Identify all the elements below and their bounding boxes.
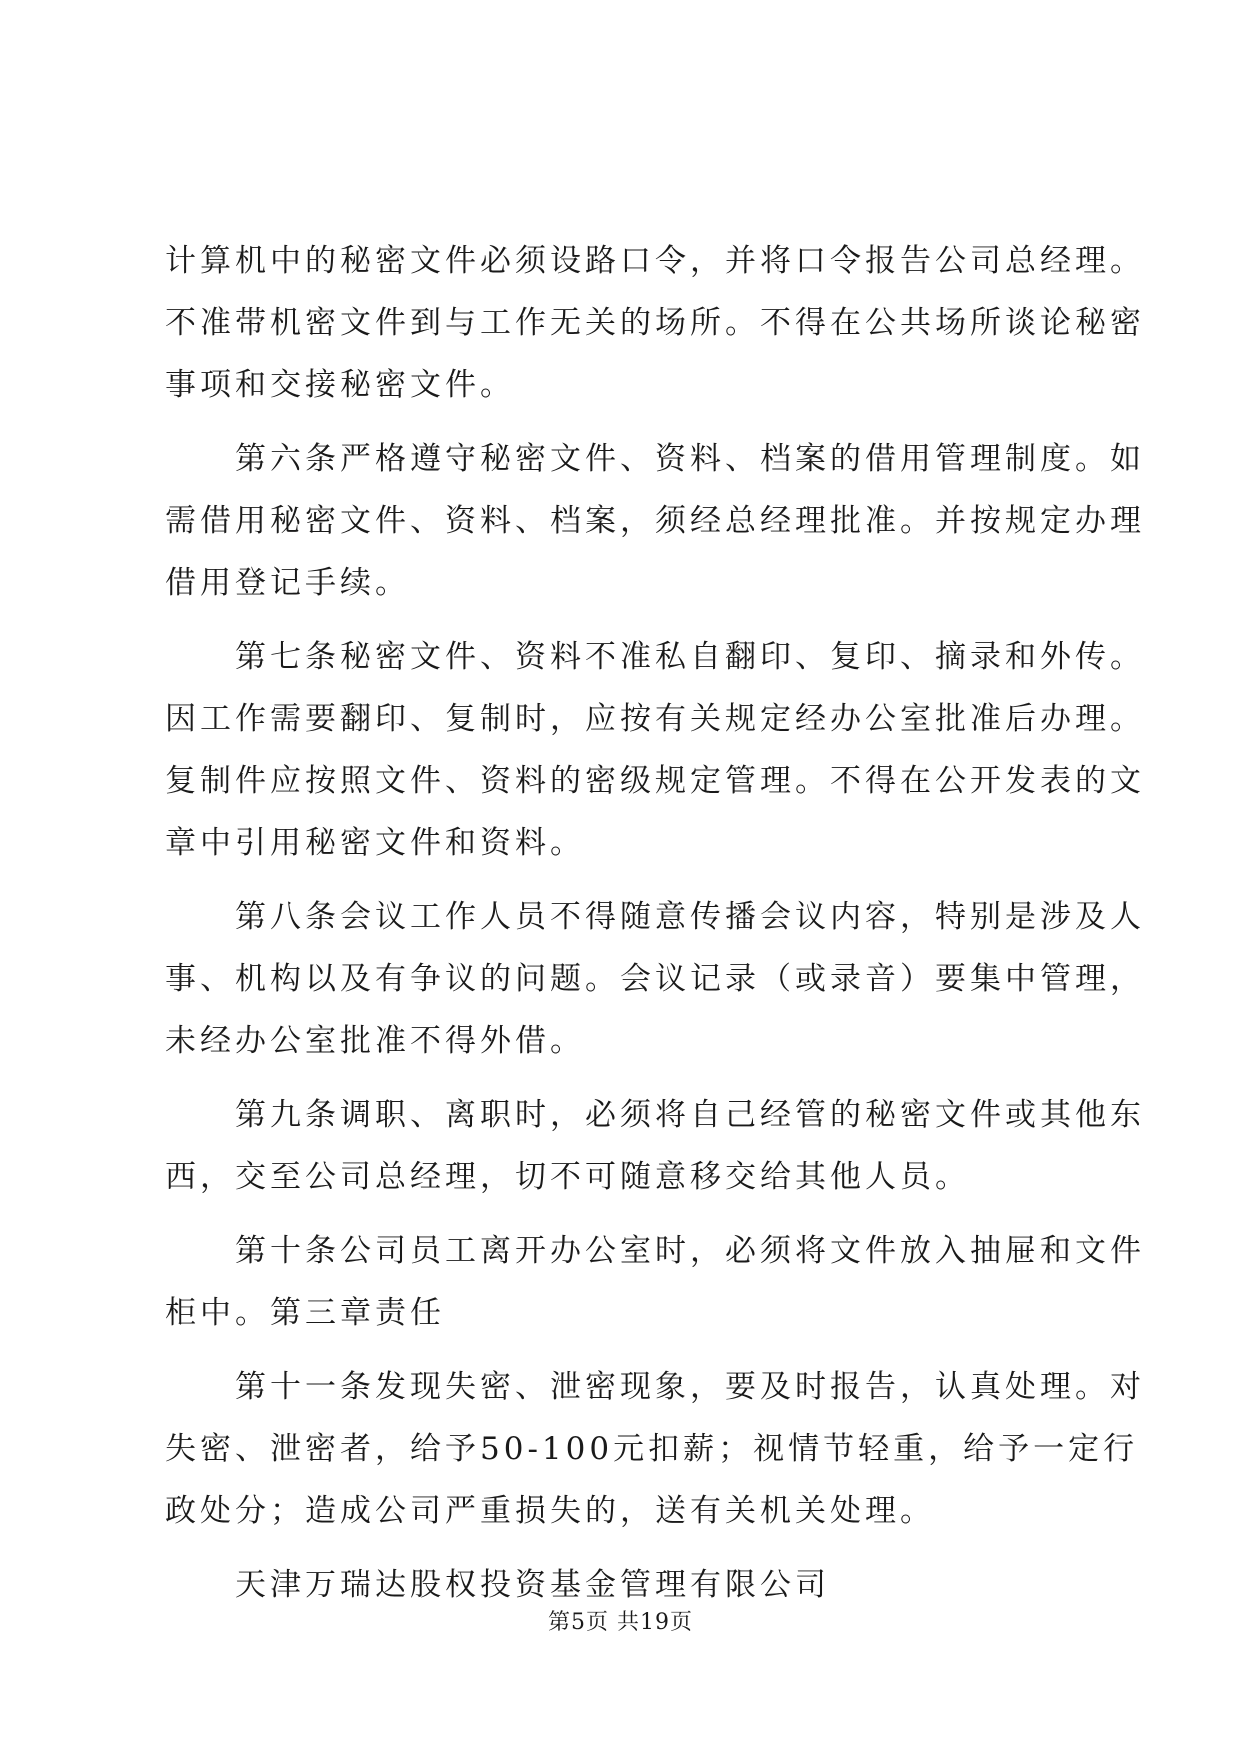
- text-line: 事项和交接秘密文件。: [165, 367, 515, 403]
- text-line: 章中引用秘密文件和资料。: [165, 825, 585, 861]
- text-line: 因工作需要翻印、复制时，应按有关规定经办公室批准后办理。: [165, 701, 1145, 737]
- paragraph-article-6: [165, 428, 1145, 614]
- text-line: 需借用秘密文件、资料、档案，须经总经理批准。并按规定办理: [165, 503, 1145, 539]
- document-body: [165, 230, 1145, 1616]
- text-line: 第七条秘密文件、资料不准私自翻印、复印、摘录和外传。: [165, 639, 1145, 675]
- text-line: 未经办公室批准不得外借。: [165, 1023, 585, 1059]
- paragraph-article-10: [165, 1220, 1145, 1344]
- text-line: 不准带机密文件到与工作无关的场所。不得在公共场所谈论秘密: [165, 305, 1145, 341]
- text-line: 失密、泄密者，给予50-100元扣薪；视情节轻重，给予一定行: [165, 1431, 1139, 1467]
- text-line: 第九条调职、离职时，必须将自己经管的秘密文件或其他东: [165, 1097, 1145, 1133]
- paragraph-article-8: [165, 886, 1145, 1072]
- text-line: 西，交至公司总经理，切不可随意移交给其他人员。: [165, 1159, 970, 1195]
- text-line: 第十一条发现失密、泄密现象，要及时报告，认真处理。对: [165, 1369, 1145, 1405]
- text-line: 第六条严格遵守秘密文件、资料、档案的借用管理制度。如: [165, 441, 1145, 477]
- text-line: 柜中。第三章责任: [165, 1295, 445, 1331]
- text-line: 第十条公司员工离开办公室时，必须将文件放入抽屉和文件: [165, 1233, 1145, 1269]
- company-name: 天津万瑞达股权投资基金管理有限公司: [165, 1567, 830, 1603]
- text-line: 政处分；造成公司严重损失的，送有关机关处理。: [165, 1493, 935, 1529]
- text-line: 事、机构以及有争议的问题。会议记录（或录音）要集中管理，: [165, 961, 1145, 997]
- text-line: 第八条会议工作人员不得随意传播会议内容，特别是涉及人: [165, 899, 1145, 935]
- paragraph-article-11: [165, 1356, 1145, 1542]
- text-line: 计算机中的秘密文件必须设路口令，并将口令报告公司总经理。: [165, 243, 1145, 279]
- paragraph-article-9: [165, 1084, 1145, 1208]
- text-line: 复制件应按照文件、资料的密级规定管理。不得在公开发表的文: [165, 763, 1145, 799]
- paragraph-article-7: [165, 626, 1145, 874]
- text-line: 借用登记手续。: [165, 565, 410, 601]
- page-number-footer: 第5页 共19页: [548, 1610, 693, 1635]
- paragraph: [165, 230, 1145, 416]
